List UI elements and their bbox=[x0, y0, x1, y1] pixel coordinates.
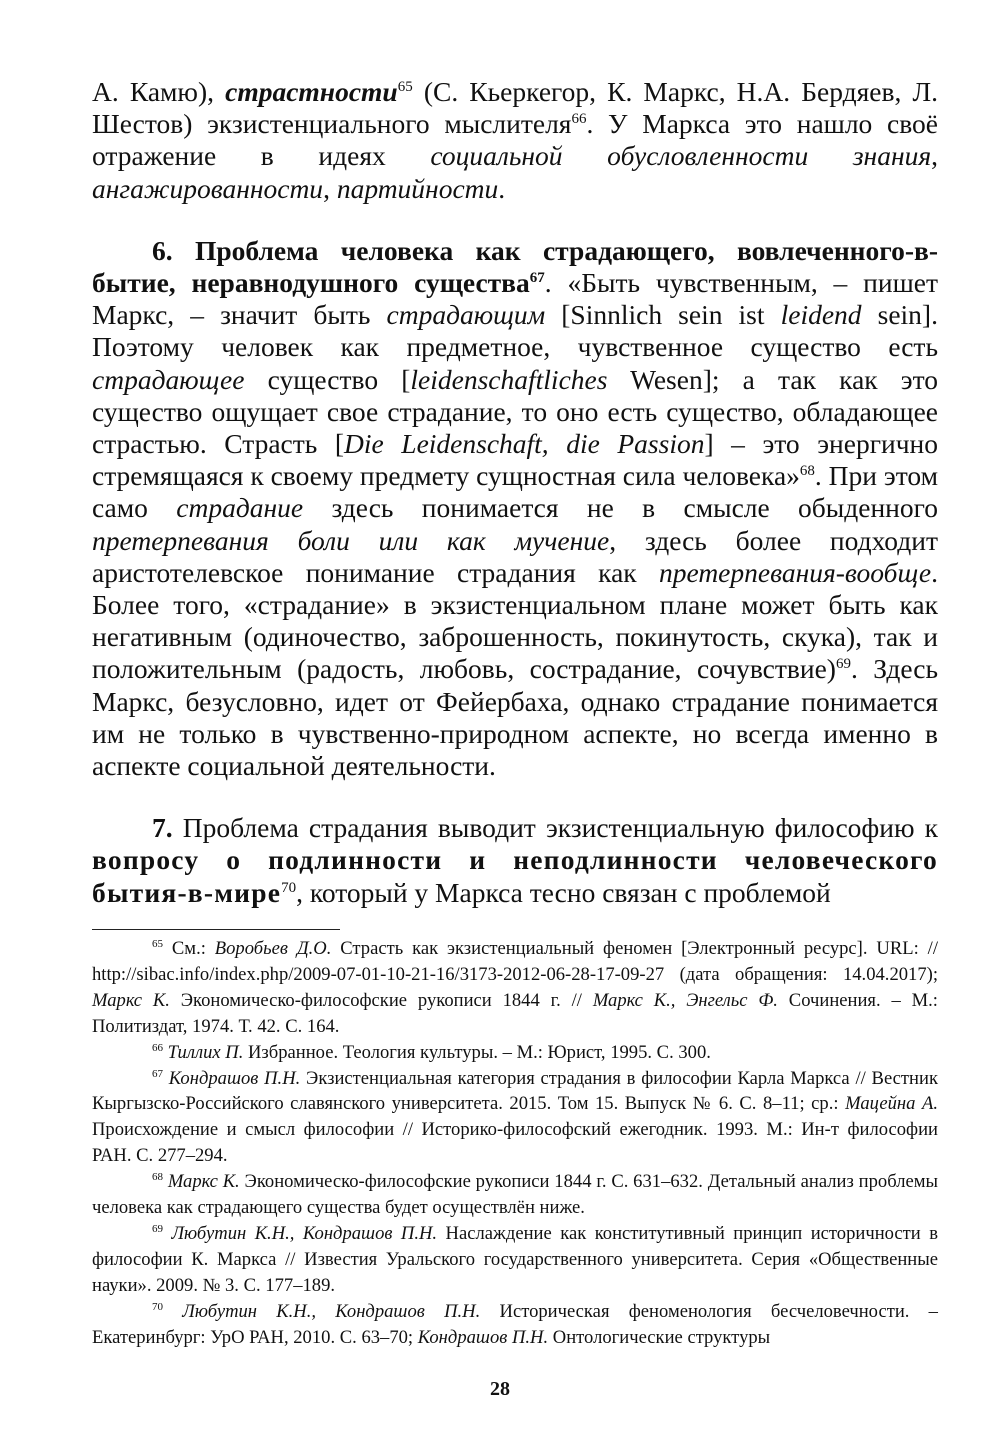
footnote-number: 70 bbox=[152, 1300, 163, 1313]
author: Воробьев Д.О. bbox=[214, 938, 332, 959]
footnote-number: 69 bbox=[152, 1222, 163, 1235]
italic-term: Die Leidenschaft, die Passion bbox=[344, 428, 705, 460]
footnotes bbox=[92, 936, 938, 1351]
footnote-66 bbox=[92, 1040, 938, 1066]
bold-term: вопросу о подлинности и неподлинности человеческого бытия-в-мире bbox=[92, 844, 938, 908]
text-run: , который у Маркса тесно связан с проблемой bbox=[296, 876, 831, 908]
text-run: См.: bbox=[163, 938, 215, 959]
text-run: Wesen]; а так как это существо ощущает свое страдание, то оно есть существо, обладающее страстью. Страсть [ bbox=[92, 363, 939, 460]
text-run: . bbox=[498, 172, 506, 204]
italic-term: страдающим bbox=[386, 299, 546, 331]
section-heading: 6. Проблема человека как страдающего, вовлеченного-в-бытие, неравнодушного существа bbox=[92, 234, 938, 299]
text-run: А. Камю), bbox=[92, 76, 226, 107]
italic-term: претерпевания-вообще bbox=[658, 556, 932, 588]
italic-term: leidend bbox=[780, 299, 862, 331]
text-run: , bbox=[931, 140, 938, 172]
italic-term: партийности bbox=[336, 172, 499, 204]
text-run: Избранное. Теология культуры. – М.: Юрист, 1995. С. 300. bbox=[243, 1041, 711, 1063]
footnote-ref: 67 bbox=[529, 269, 545, 286]
author: Любутин К.Н., Кондрашов П.Н. bbox=[171, 1222, 438, 1244]
footnote-separator bbox=[92, 929, 340, 930]
italic-term: претерпевания боли или как мучение bbox=[92, 524, 610, 556]
text-run: . Здесь Маркс, безусловно, идет от Фейербаха, однако страдание понимается им не только в чувственно-природном аспекте, но всегда именно в аспекте социальной деятельности. bbox=[92, 653, 938, 782]
footnote-70 bbox=[92, 1299, 938, 1351]
text-run: , bbox=[323, 172, 337, 204]
text-run: Наслаждение как конститутивный принцип историчности в философии К. Маркса // Известия Уральского государственного университета. Серия «Общественные науки». 2009. № 3. С. 177–189. bbox=[92, 1222, 938, 1296]
italic-term: социальной обусловленности знания bbox=[430, 140, 932, 172]
text-run: [Sinnlich sein ist bbox=[545, 299, 781, 331]
text-run: . Более того, «страдание» в экзистенциальном плане может быть как негативным (одиночество, заброшенность, покинутость, скука), так и положительным (радость, любовь, сострадание, сочувствие) bbox=[92, 556, 938, 685]
author: Тиллих П. bbox=[167, 1041, 244, 1063]
italic-term: leidenschaftliches bbox=[410, 363, 608, 395]
author: Маркс К., Энгельс Ф. bbox=[592, 989, 778, 1011]
italic-term: страдающее bbox=[92, 363, 245, 395]
footnote-ref: 70 bbox=[281, 879, 297, 896]
text-run: Историческая феноменология бесчеловечности. – Екатеринбург: УрО РАН, 2010. С. 63–70; bbox=[92, 1300, 938, 1348]
text-run: Проблема страдания выводит экзистенциальную философию к bbox=[172, 812, 938, 844]
text-run: ] – это энергично стремящаяся к своему предмету сущностная сила человека» bbox=[92, 428, 938, 492]
emphasized-term: страстности bbox=[225, 76, 398, 107]
footnote-65 bbox=[92, 936, 938, 1040]
text-run: . «Быть чувственным, – пишет Маркс, – значит быть bbox=[92, 267, 938, 331]
footnote-68 bbox=[92, 1169, 938, 1221]
italic-term: страдание bbox=[176, 492, 304, 524]
text-run: существо [ bbox=[244, 363, 411, 395]
footnote-ref: 66 bbox=[571, 111, 587, 128]
footnote-69 bbox=[92, 1221, 938, 1299]
author: Кондрашов П.Н. bbox=[168, 1067, 301, 1089]
text-run: (С. Кьеркегор, К. Маркс, Н.А. Бердяев, Л. Шестов) экзистенциального мыслителя bbox=[92, 76, 938, 140]
author: Маркс К. bbox=[167, 1171, 240, 1193]
footnote-ref: 65 bbox=[397, 78, 413, 95]
text-run: здесь понимается не в смысле обыденного bbox=[303, 492, 938, 524]
footnote-ref: 68 bbox=[799, 463, 815, 480]
text-run: Страсть как экзистенциальный феномен [Электронный ресурс]. URL: // http://sibac.info/index.php/2009-07-01-10-21-16/3173-2012-06-28-17-09-27 (дата обращения: 14.04.2017); bbox=[92, 938, 938, 985]
text-run: sein]. Поэтому человек как предметное, чувственное существо есть bbox=[92, 299, 938, 363]
text-run: , здесь более подходит аристотелевское понимание страдания как bbox=[92, 524, 938, 588]
footnote-number: 66 bbox=[152, 1041, 163, 1054]
text-run: Происхождение и смысл философии // Историко-философский ежегодник. 1993. М.: Ин-т философии РАН. С. 277–294. bbox=[92, 1119, 938, 1167]
paragraph-6 bbox=[92, 235, 938, 782]
text-run: Экономическо-философские рукописи 1844 г. // bbox=[169, 989, 593, 1011]
footnote-number: 65 bbox=[152, 937, 163, 950]
page-number: 28 bbox=[490, 1378, 510, 1400]
author: Любутин К.Н., Кондрашов П.Н. bbox=[182, 1300, 481, 1322]
section-number: 7. bbox=[152, 812, 173, 844]
author: Мацейна А. bbox=[845, 1093, 938, 1115]
footnote-number: 68 bbox=[152, 1170, 163, 1183]
text-run: Онтологические структуры bbox=[548, 1326, 771, 1348]
text-run: Экзистенциальная категория страдания в философии Карла Маркса // Вестник Кыргызско-Российского славянского университета. 2015. Том 15. Выпуск № 6. С. 8–11; ср.: bbox=[92, 1067, 938, 1115]
paragraph-7 bbox=[92, 812, 938, 909]
footnote-number: 67 bbox=[152, 1067, 163, 1080]
paragraph-continuation bbox=[92, 76, 938, 205]
author: Кондрашов П.Н. bbox=[417, 1326, 549, 1348]
text-run: . При этом само bbox=[92, 460, 938, 524]
text-run: . У Маркса это нашло своё отражение в идеях bbox=[92, 108, 938, 172]
italic-term: ангажированности bbox=[92, 172, 324, 204]
main-text bbox=[92, 76, 938, 909]
footnote-67 bbox=[92, 1066, 938, 1170]
author: Маркс К. bbox=[92, 989, 170, 1011]
text-run: Сочинения. – М.: Политиздат, 1974. Т. 42. С. 164. bbox=[92, 989, 938, 1037]
footnote-ref: 69 bbox=[835, 656, 851, 673]
text-run: Экономическо-философские рукописи 1844 г. С. 631–632. Детальный анализ проблемы человека как страдающего существа будет осуществлён ниже. bbox=[92, 1171, 938, 1219]
